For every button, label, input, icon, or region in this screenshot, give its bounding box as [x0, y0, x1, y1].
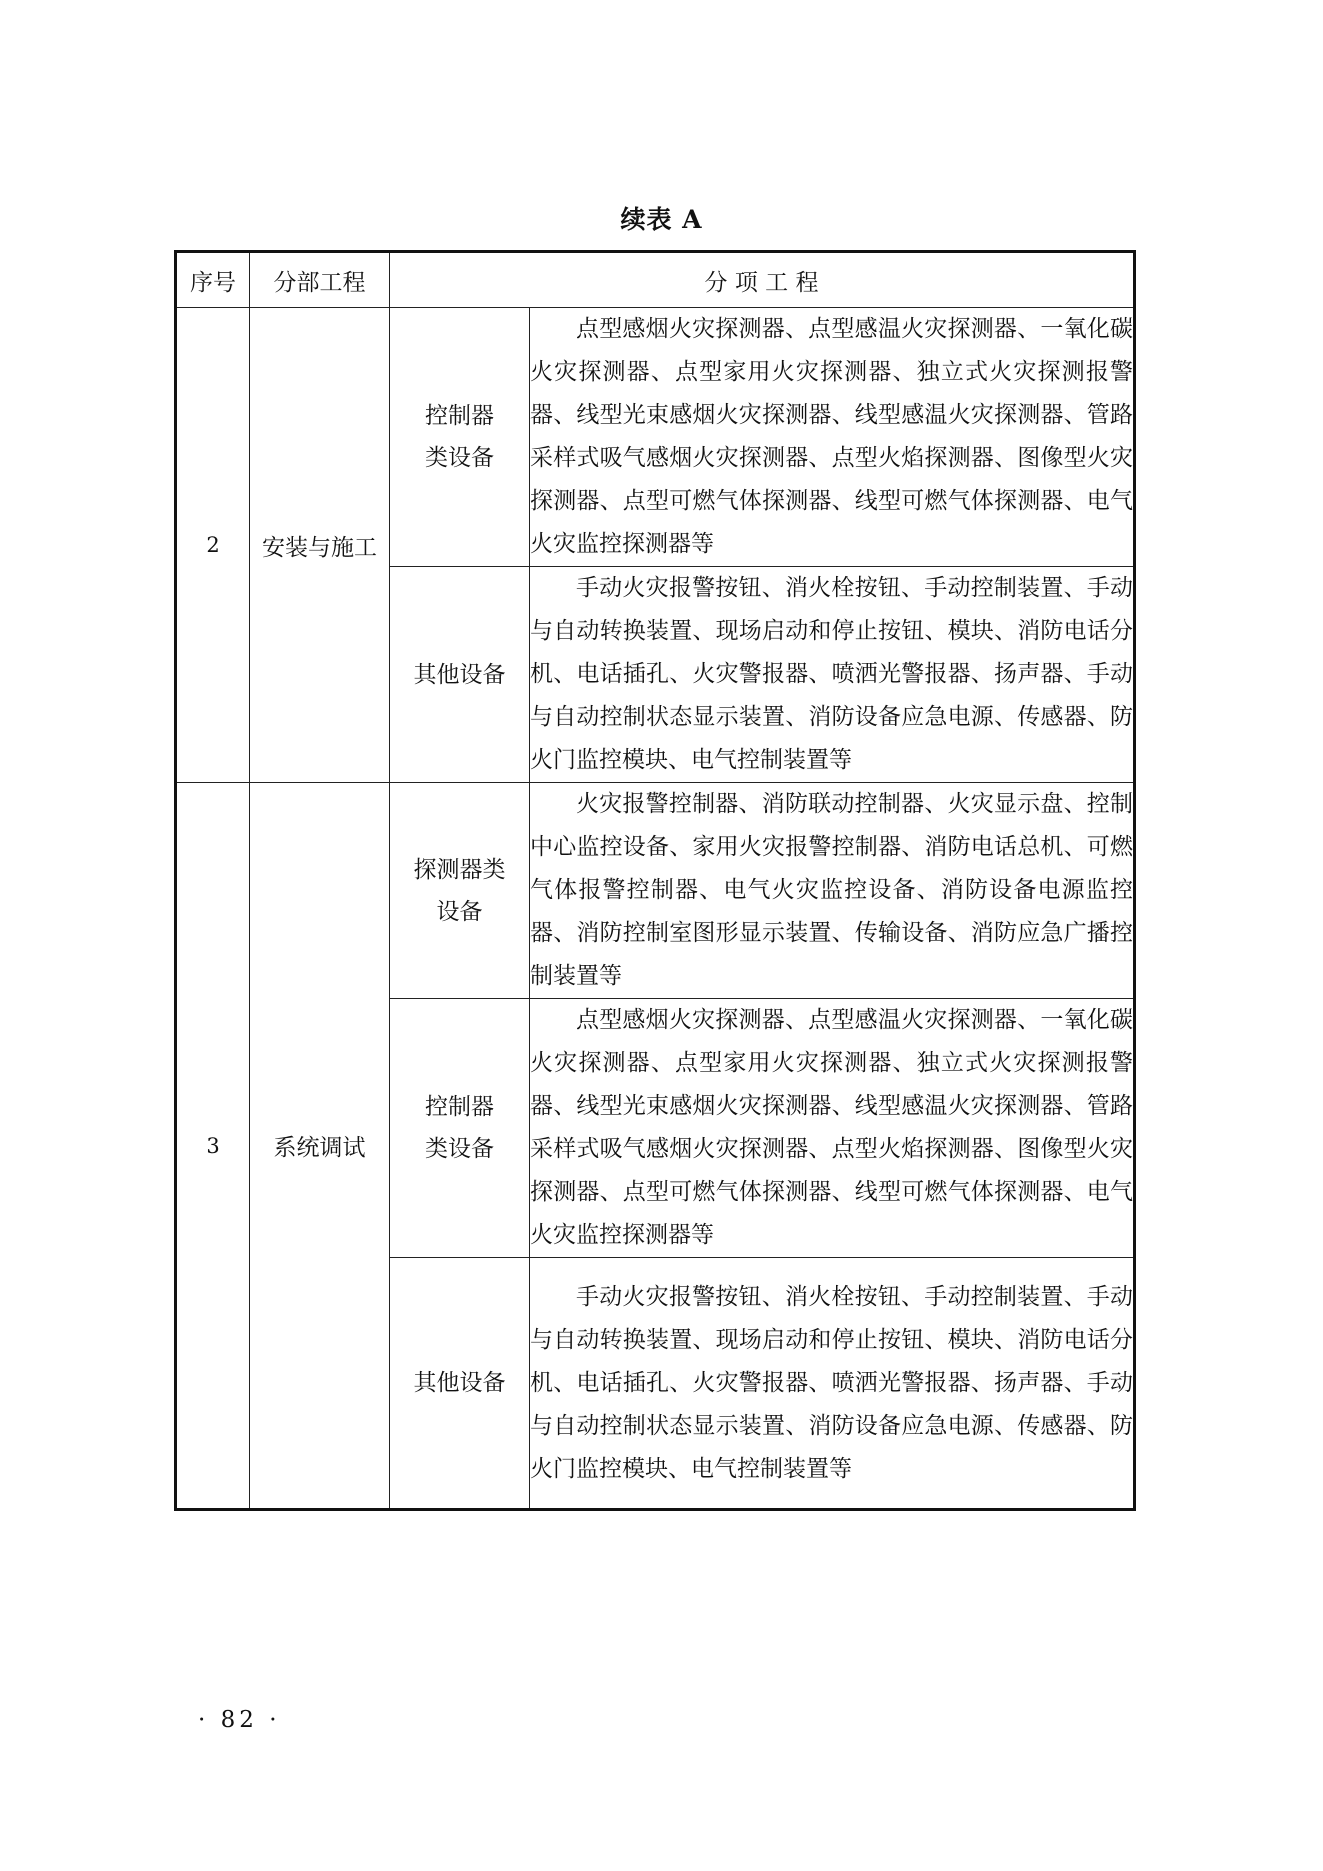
- header-item: 分 项 工 程: [390, 252, 1135, 308]
- category-line: 控制器: [425, 403, 494, 429]
- category-cell: [390, 1258, 530, 1510]
- page-number: · 82 ·: [198, 1707, 281, 1733]
- division-name: 安装与施工: [250, 308, 390, 783]
- item-description: 点型感烟火灾探测器、点型感温火灾探测器、一氧化碳火灾探测器、点型家用火灾探测器、独立式火灾探测报警器、线型光束感烟火灾探测器、线型感温火灾探测器、管路采样式吸气感烟火灾探测器、点型火焰探测器、图像型火灾探测器、点型可燃气体探测器、线型可燃气体探测器、电气火灾监控探测器等: [530, 999, 1135, 1258]
- category-cell: [390, 308, 530, 567]
- table-title: 续表 A: [620, 205, 703, 234]
- category-cell: [390, 999, 530, 1258]
- header-no: 序号: [176, 252, 250, 308]
- category-cell: [390, 567, 530, 783]
- category-line: 设备: [436, 898, 483, 925]
- subdivision-table: [174, 250, 1136, 1511]
- category-line: 其他设备: [413, 661, 506, 688]
- category-line: 其他设备: [413, 1370, 506, 1396]
- item-description: 手动火灾报警按钮、消火栓按钮、手动控制装置、手动与自动转换装置、现场启动和停止按钮、模块、消防电话分机、电话插孔、火灾警报器、喷洒光警报器、扬声器、手动与自动控制状态显示装置、消防设备应急电源、传感器、防火门监控模块、电气控制装置等: [530, 567, 1135, 783]
- category-line: 控制器: [425, 1094, 494, 1120]
- division-name: 系统调试: [250, 783, 390, 1510]
- row-number: 2: [176, 308, 250, 783]
- row-number: 3: [176, 783, 250, 1510]
- category-line: 探测器类: [413, 856, 506, 883]
- category-line: 类设备: [425, 1136, 494, 1162]
- table-row: [176, 783, 1135, 999]
- category-line: 类设备: [425, 445, 494, 471]
- header-division: 分部工程: [250, 252, 390, 308]
- table-row: [176, 308, 1135, 567]
- item-description: 火灾报警控制器、消防联动控制器、火灾显示盘、控制中心监控设备、家用火灾报警控制器、消防电话总机、可燃气体报警控制器、电气火灾监控设备、消防设备电源监控器、消防控制室图形显示装置、传输设备、消防应急广播控制装置等: [530, 783, 1135, 999]
- item-description: 手动火灾报警按钮、消火栓按钮、手动控制装置、手动与自动转换装置、现场启动和停止按钮、模块、消防电话分机、电话插孔、火灾警报器、喷洒光警报器、扬声器、手动与自动控制状态显示装置、消防设备应急电源、传感器、防火门监控模块、电气控制装置等: [530, 1258, 1135, 1510]
- table-header-row: [176, 252, 1135, 308]
- item-description: 点型感烟火灾探测器、点型感温火灾探测器、一氧化碳火灾探测器、点型家用火灾探测器、独立式火灾探测报警器、线型光束感烟火灾探测器、线型感温火灾探测器、管路采样式吸气感烟火灾探测器、点型火焰探测器、图像型火灾探测器、点型可燃气体探测器、线型可燃气体探测器、电气火灾监控探测器等: [530, 308, 1135, 567]
- category-cell: [390, 783, 530, 999]
